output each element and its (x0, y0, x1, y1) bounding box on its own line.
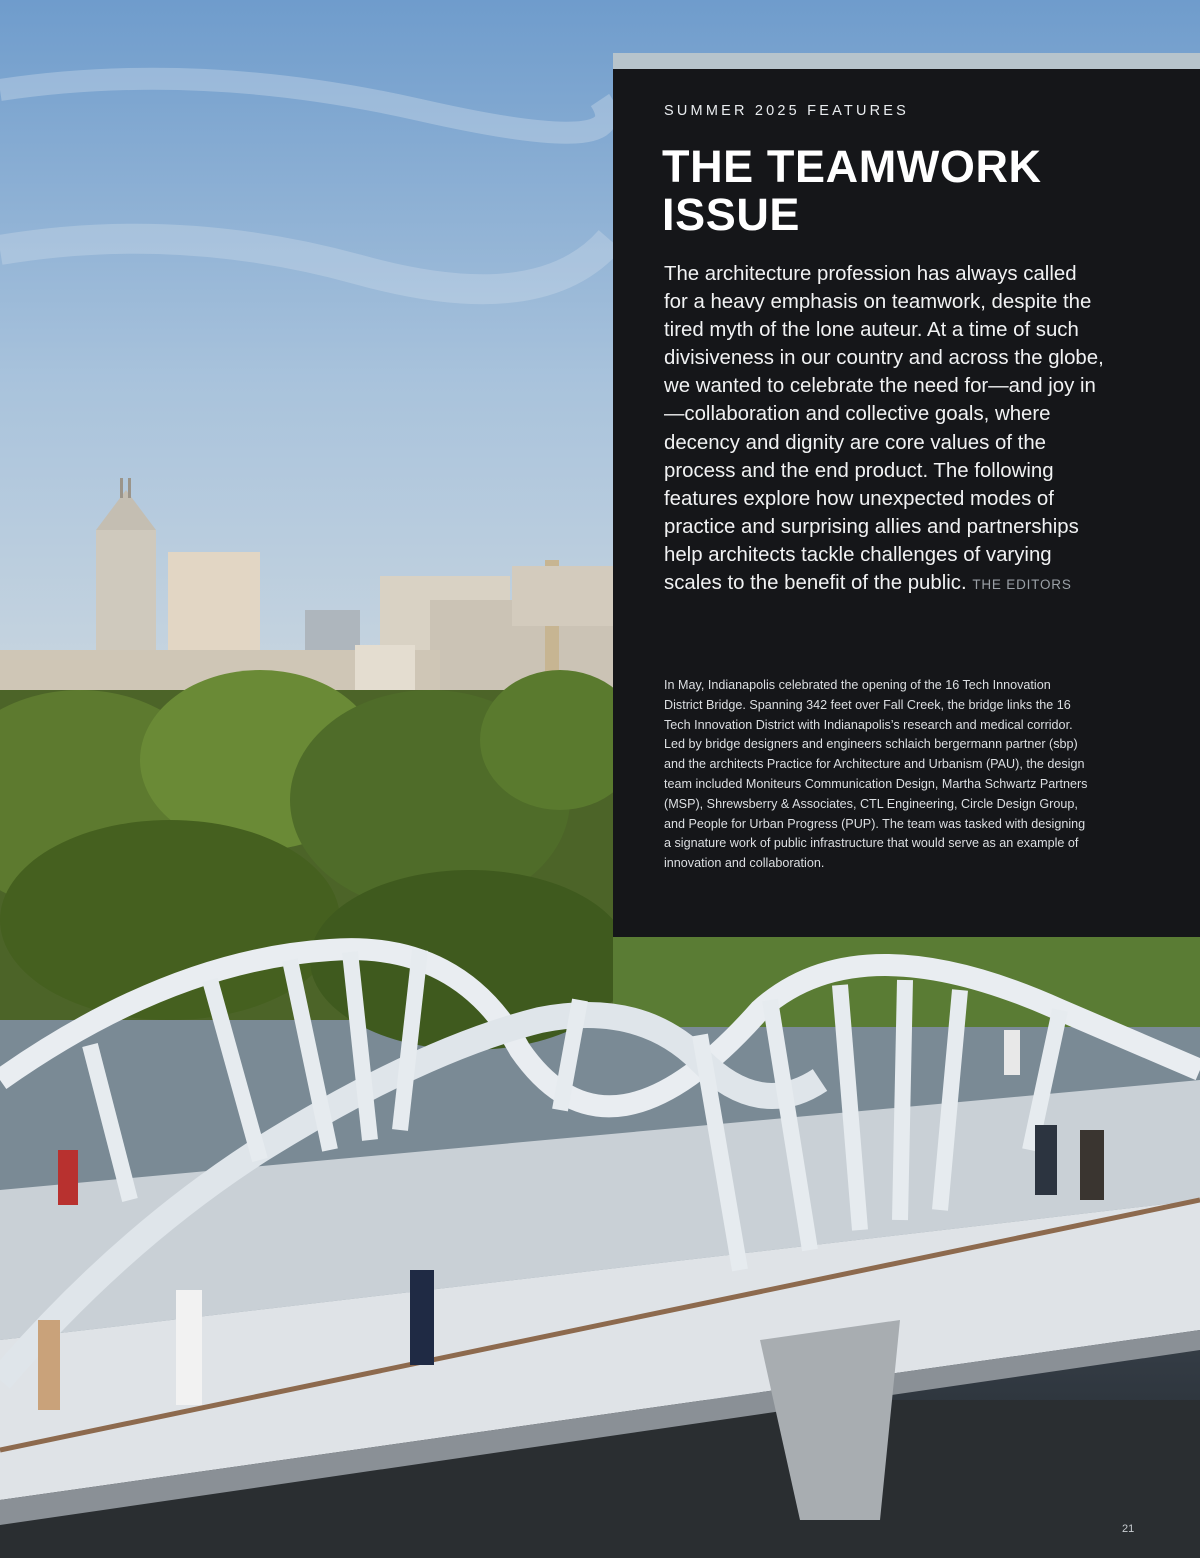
page-title: THE TEAMWORK ISSUE (662, 141, 1042, 240)
byline: THE EDITORS (972, 577, 1072, 593)
section-kicker: SUMMER 2025 FEATURES (664, 103, 910, 119)
intro-text: The architecture profession has always called for a heavy emphasis on teamwork, despite the tired myth of the lone auteur. At a time of such divisiveness in our country and across the globe, we wanted to celebrate the need for—and joy in—collaboration and collective goals, where decency and dignity are core values of the process and the end product. The following features explore how unexpected modes of practice and surprising allies and partnerships help architects tackle challenges of varying scales to the benefit of the public. (664, 263, 1104, 595)
feature-text-panel (613, 69, 1200, 937)
panel-accent-bar (613, 53, 1200, 69)
page-number: 21 (1122, 1523, 1135, 1535)
body-paragraph: In May, Indianapolis celebrated the opening of the 16 Tech Innovation District Bridge. Spanning 342 feet over Fall Creek, the bridge links the 16 Tech Innovation District with Indianapolis’s research and medical corridor. Led by bridge designers and engineers schlaich bergermann partner (sbp) and the architects Practice for Architecture and Urbanism (PAU), the design team included Moniteurs Communication Design, Martha Schwartz Partners (MSP), Shrewsberry & Associates, CTL Engineering, Circle Design Group, and People for Urban Progress (PUP). The team was tasked with designing a signature work of public infrastructure that would serve as an example of innovation and collaboration. (664, 678, 1088, 871)
intro-paragraph (664, 260, 1104, 599)
